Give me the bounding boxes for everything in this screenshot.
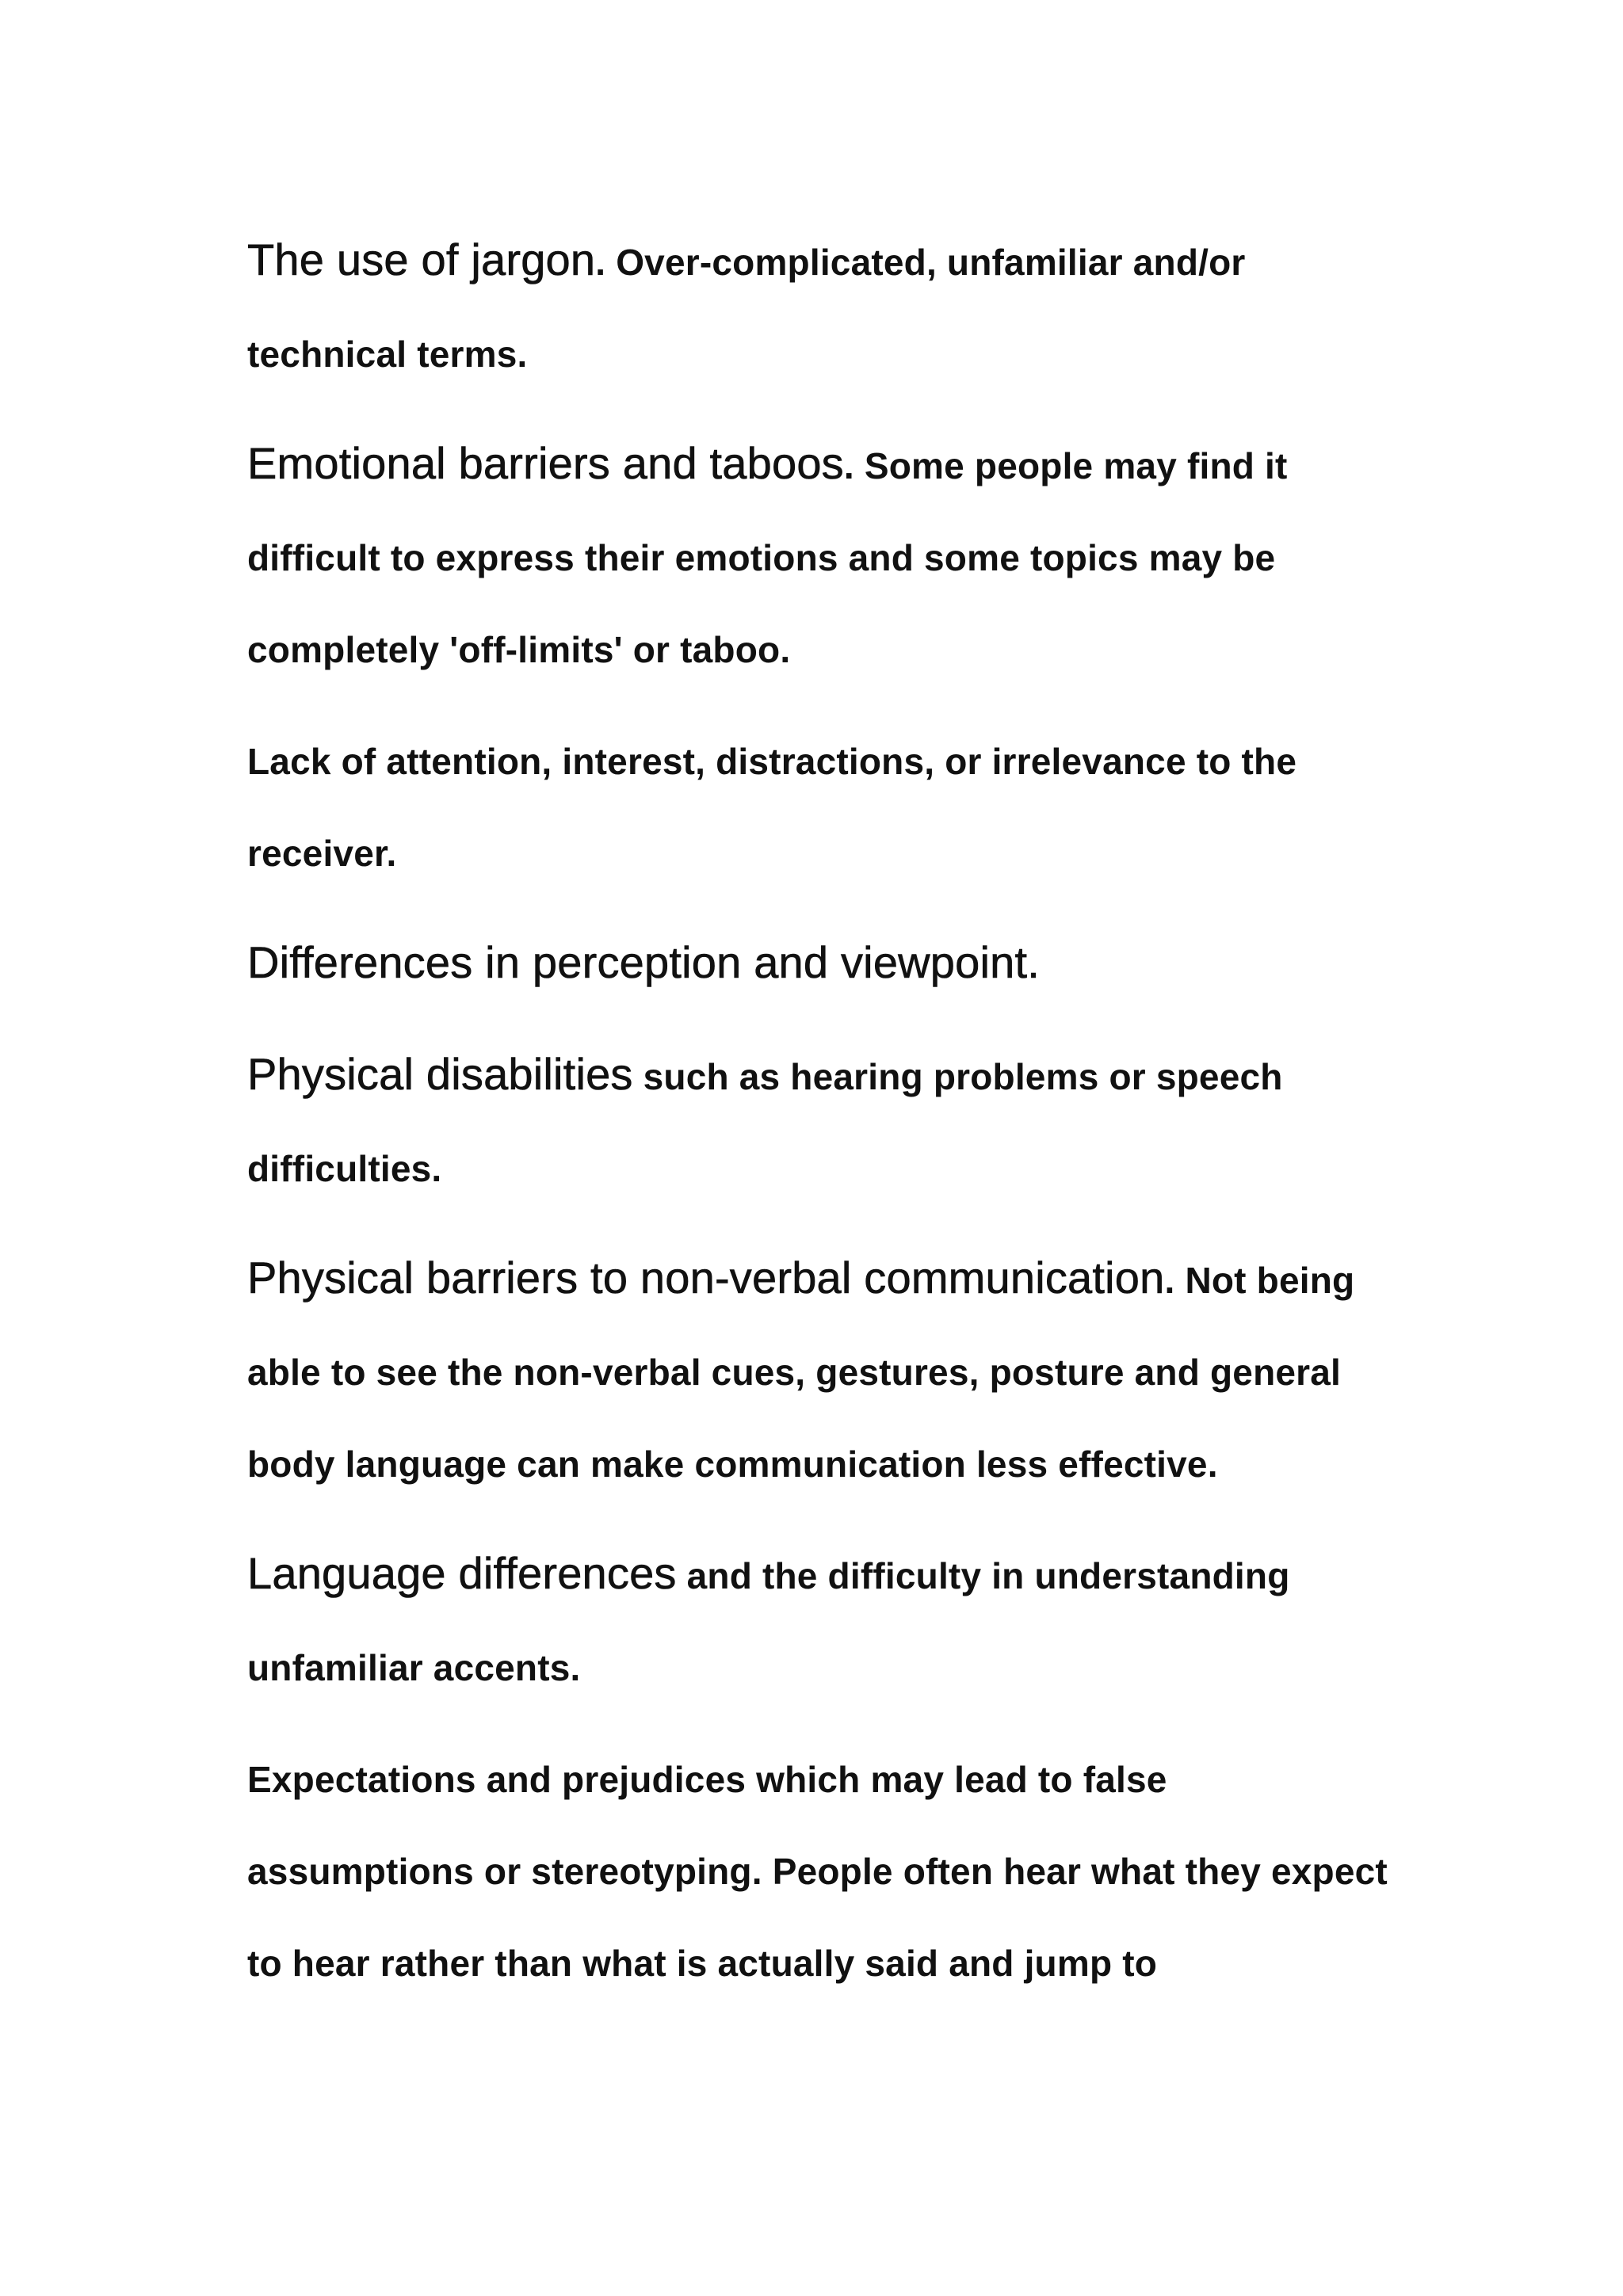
paragraph-body: . Some people may find it difficult to express their emotions and some topics may be completely 'off-limits' or taboo. — [247, 445, 1288, 670]
document-page — [247, 214, 1396, 2027]
paragraph-jargon — [247, 214, 1396, 400]
paragraph-heading: Emotional barriers and taboos — [247, 438, 844, 488]
paragraph-emotional-barriers — [247, 418, 1396, 696]
paragraph-language-differences — [247, 1527, 1396, 1714]
paragraph-heading: Differences in perception and viewpoint. — [247, 937, 1041, 987]
paragraph-body: . Over-complicated, unfamiliar and/or technical terms. — [247, 242, 1246, 375]
paragraph-lack-of-attention — [247, 713, 1396, 899]
paragraph-body: Expectations and prejudices which may lead to false assumptions or stereotyping. People often hear what they expect to hear rather than what is actually said and jump to — [247, 1759, 1388, 1984]
paragraph-non-verbal — [247, 1232, 1396, 1510]
paragraph-heading: Language differences — [247, 1548, 677, 1598]
paragraph-perception — [247, 917, 1396, 1011]
paragraph-expectations — [247, 1731, 1396, 2009]
paragraph-body: and the difficulty in understanding unfamiliar accents. — [247, 1555, 1290, 1688]
paragraph-physical-disabilities — [247, 1028, 1396, 1215]
paragraph-heading: The use of jargon — [247, 235, 596, 284]
paragraph-body: such as hearing problems or speech difficulties. — [247, 1056, 1283, 1189]
paragraph-body: Lack of attention, interest, distractions, or irrelevance to the receiver. — [247, 741, 1297, 874]
paragraph-heading: Physical disabilities — [247, 1049, 633, 1099]
paragraph-body: . Not being able to see the non-verbal cues, gestures, posture and general body language can make communication less effective. — [247, 1260, 1355, 1485]
paragraph-heading: Physical barriers to non-verbal communication — [247, 1253, 1165, 1302]
